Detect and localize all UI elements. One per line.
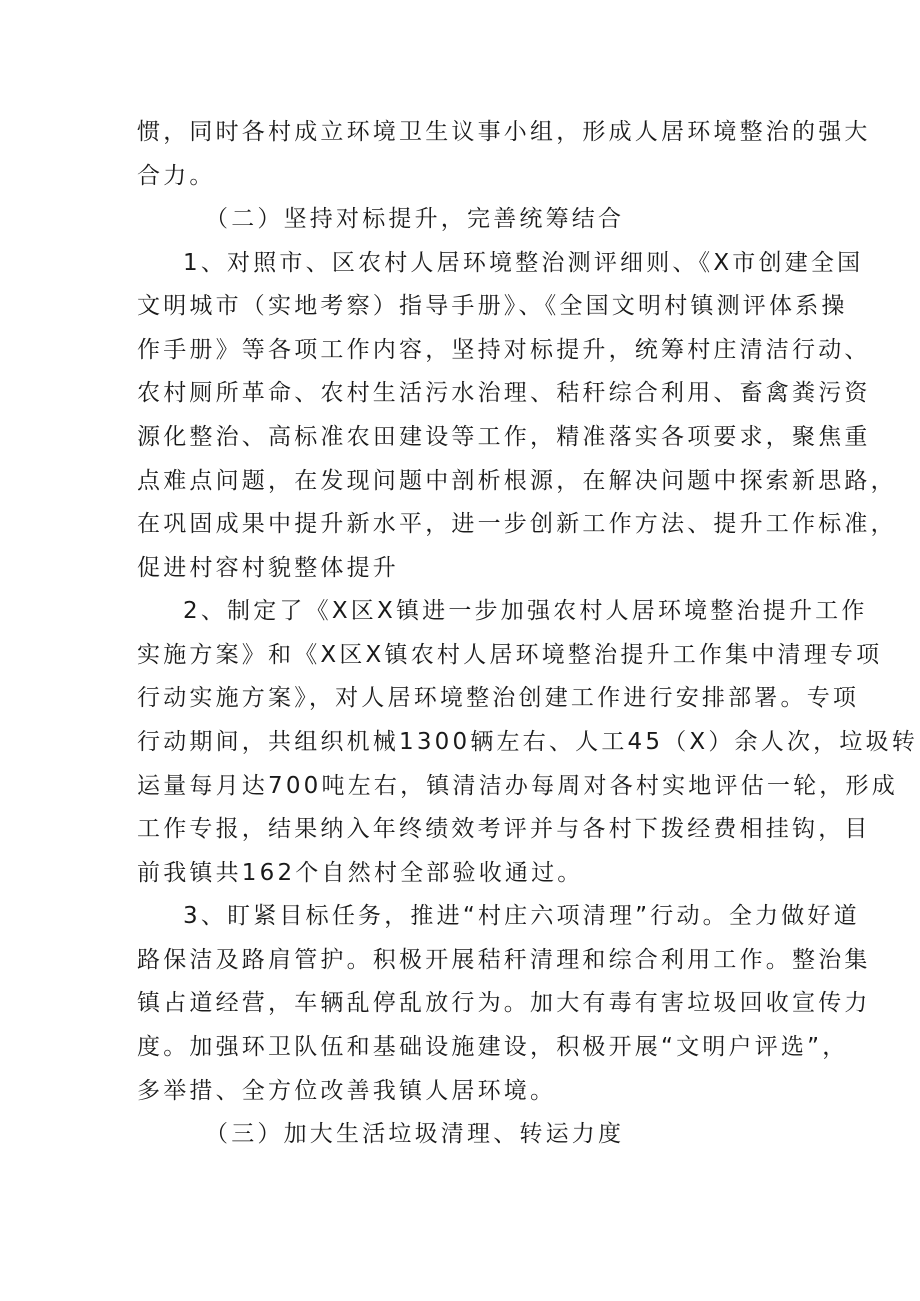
- text-line: 点难点问题，在发现问题中剖析根源，在解决问题中探索新思路，: [137, 468, 897, 494]
- text-line: 多举措、全方位改善我镇人居环境。: [137, 1078, 557, 1104]
- section-heading: （二）坚持对标提升，完善统筹结合: [205, 206, 625, 232]
- text-line: 路保洁及路肩管护。积极开展秸秆清理和综合利用工作。整治集: [137, 947, 871, 973]
- text-line: 度。加强环卫队伍和基础设施建设，积极开展“文明户评选”，: [137, 1034, 849, 1060]
- text-line: 在巩固成果中提升新水平，进一步创新工作方法、提升工作标准，: [137, 511, 897, 537]
- text-line: 行动期间，共组织机械1300辆左右、人工45（X）余人次，垃圾转: [137, 729, 918, 755]
- text-line: 前我镇共162个自然村全部验收通过。: [137, 860, 584, 886]
- section-heading: （三）加大生活垃圾清理、转运力度: [205, 1121, 625, 1147]
- text-line: 2、制定了《X区X镇进一步加强农村人居环境整治提升工作: [183, 598, 868, 624]
- text-line: 1、对照市、区农村人居环境整治测评细则、《X市创建全国: [183, 250, 864, 276]
- text-line: 3、盯紧目标任务，推进“村庄六项清理”行动。全力做好道: [183, 903, 860, 929]
- text-line: 实施方案》和《X区X镇农村人居环境整治提升工作集中清理专项: [137, 642, 883, 668]
- text-line: 镇占道经营，车辆乱停乱放行为。加大有毒有害垃圾回收宣传力: [137, 990, 871, 1016]
- text-line: 运量每月达700吨左右，镇清洁办每周对各村实地评估一轮，形成: [137, 773, 898, 799]
- text-line: 源化整治、高标准农田建设等工作，精准落实各项要求，聚焦重: [137, 424, 871, 450]
- text-line: 行动实施方案》，对人居环境整治创建工作进行安排部署。专项: [137, 685, 860, 711]
- text-line: 工作专报，结果纳入年终绩效考评并与各村下拨经费相挂钩，目: [137, 816, 871, 842]
- text-line: 惯，同时各村成立环境卫生议事小组，形成人居环境整治的强大: [137, 119, 871, 145]
- text-line: 作手册》等各项工作内容，坚持对标提升，统筹村庄清洁行动、: [137, 337, 871, 363]
- text-line: 文明城市（实地考察）指导手册》、《全国文明村镇测评体系操: [137, 293, 848, 319]
- text-line: 农村厕所革命、农村生活污水治理、秸秆综合利用、畜禽粪污资: [137, 380, 871, 406]
- text-line: 合力。: [137, 163, 216, 189]
- text-line: 促进村容村貌整体提升: [137, 555, 399, 581]
